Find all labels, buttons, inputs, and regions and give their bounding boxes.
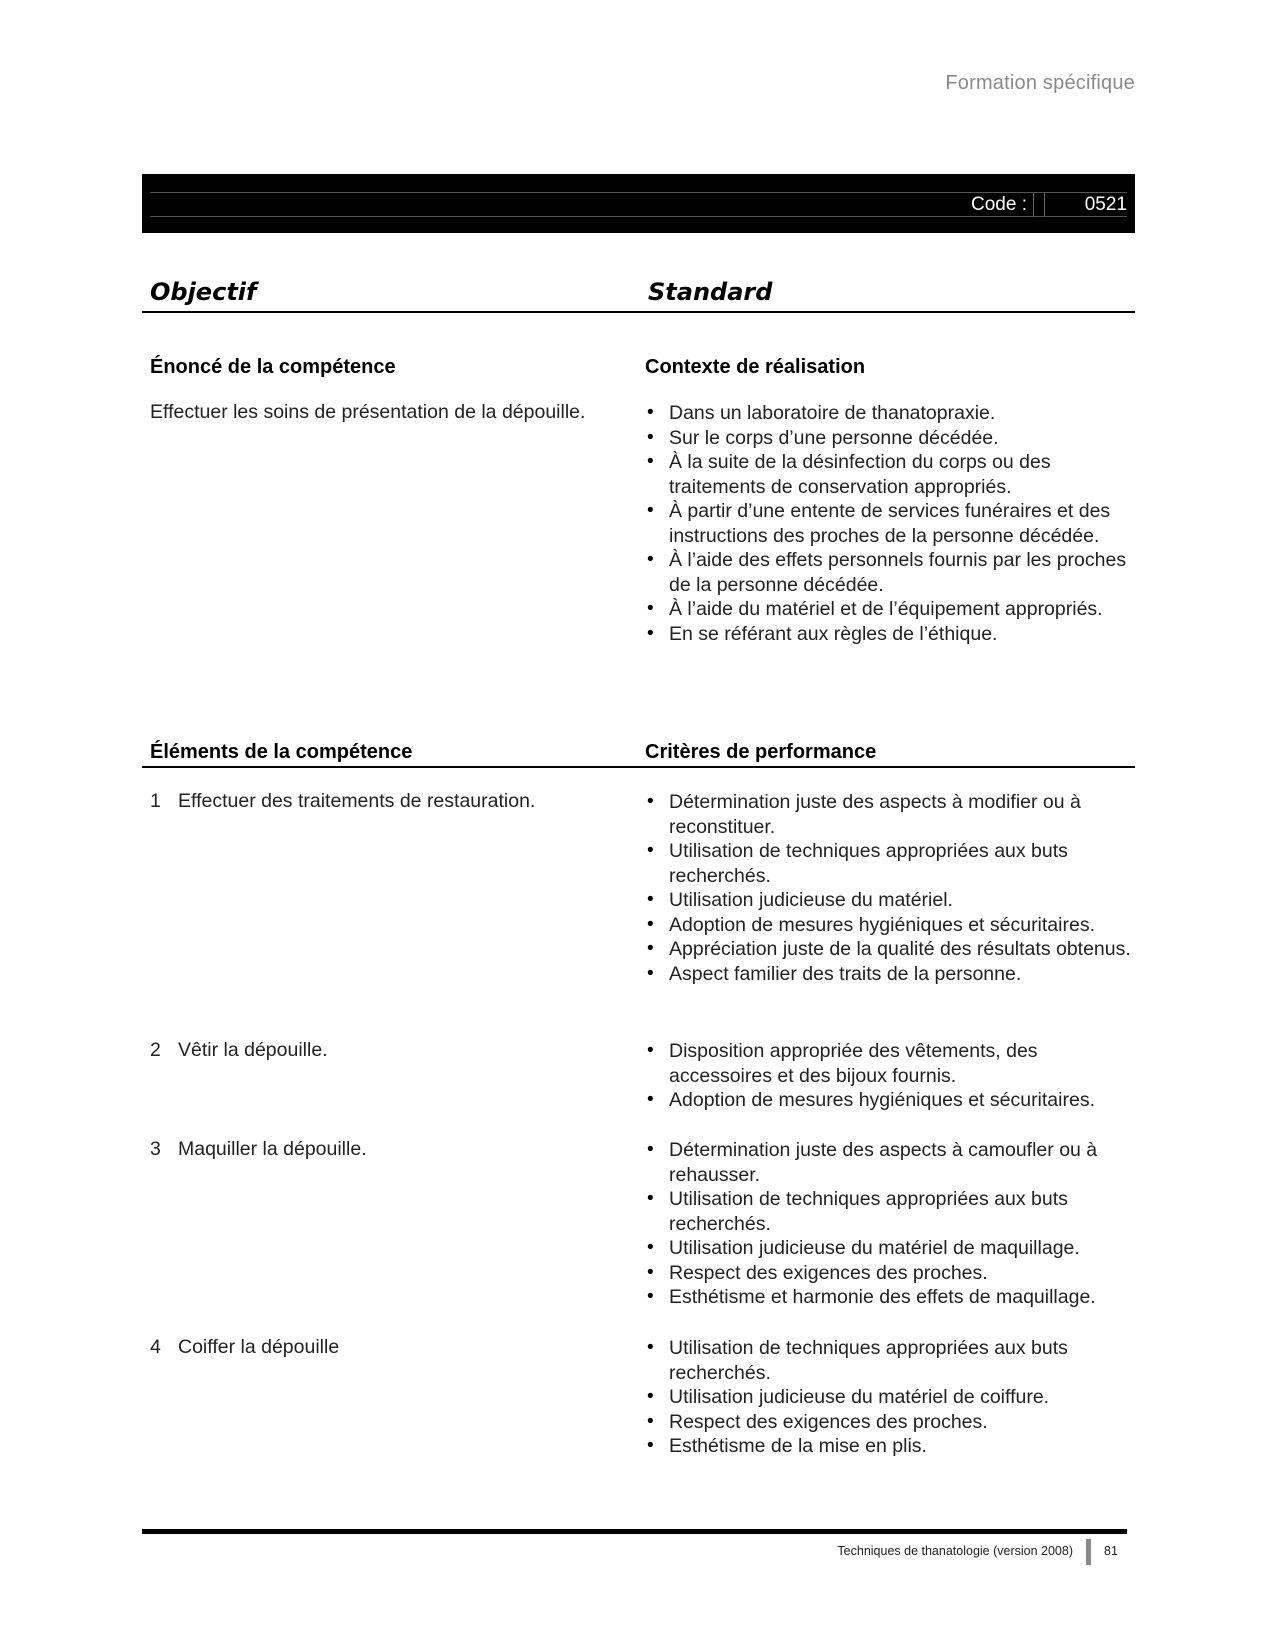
element-label: Vêtir la dépouille. (178, 1039, 328, 1061)
element-number: 1 (150, 790, 161, 812)
list-item: • Adoption de mesures hygiéniques et sécuritaires. (645, 913, 1145, 938)
element-4 (150, 1335, 339, 1360)
element-label: Coiffer la dépouille (178, 1336, 340, 1358)
running-head: Formation spécifique (945, 72, 1135, 94)
footer-divider (1086, 1539, 1091, 1565)
list-item: • Appréciation juste de la qualité des résultats obtenus. (645, 937, 1145, 962)
list-item: • À partir d’une entente de services funéraires et des instructions des proches de la personne décédée. (645, 499, 1145, 548)
element-label: Effectuer des traitements de restauration. (178, 790, 536, 812)
element-2 (150, 1038, 328, 1063)
list-item: • Esthétisme de la mise en plis. (645, 1434, 1145, 1459)
column-head-rule (142, 311, 1135, 313)
elements-rule (142, 766, 1135, 768)
list-item: • Utilisation de techniques appropriées aux buts recherchés. (645, 1187, 1145, 1236)
list-item: • Utilisation judicieuse du matériel. (645, 888, 1145, 913)
list-item: • Utilisation de techniques appropriées aux buts recherchés. (645, 1336, 1145, 1385)
list-item: • Utilisation de techniques appropriées aux buts recherchés. (645, 839, 1145, 888)
code-bar (142, 174, 1135, 233)
list-item: • Sur le corps d’une personne décédée. (645, 426, 1145, 451)
footer-doc-title: Techniques de thanatologie (version 2008) (837, 1544, 1073, 1558)
elements-title: Éléments de la compétence (150, 741, 413, 763)
list-item: • Dans un laboratoire de thanatopraxie. (645, 401, 1145, 426)
list-item: • Respect des exigences des proches. (645, 1410, 1145, 1435)
list-item: • Détermination juste des aspects à camoufler ou à rehausser. (645, 1138, 1145, 1187)
list-item: • Respect des exigences des proches. (645, 1261, 1145, 1286)
list-item: • À l’aide des effets personnels fournis par les proches de la personne décédée. (645, 548, 1145, 597)
criteria-list-1 (645, 790, 1145, 986)
contexte-list (645, 401, 1145, 646)
column-head-objectif: Objectif (150, 278, 257, 306)
element-3 (150, 1137, 367, 1162)
list-item: • Aspect familier des traits de la personne. (645, 962, 1145, 987)
enonce-text: Effectuer les soins de présentation de la dépouille. (150, 401, 586, 423)
list-item: • Détermination juste des aspects à modifier ou à reconstituer. (645, 790, 1145, 839)
element-label: Maquiller la dépouille. (178, 1138, 367, 1160)
criteria-list-2 (645, 1039, 1145, 1113)
code-label: Code : (965, 193, 1034, 217)
element-number: 4 (150, 1336, 161, 1358)
list-item: • Utilisation judicieuse du matériel de maquillage. (645, 1236, 1145, 1261)
element-1 (150, 789, 535, 814)
criteria-list-4 (645, 1336, 1145, 1459)
criteria-list-3 (645, 1138, 1145, 1310)
list-item: • Adoption de mesures hygiéniques et sécuritaires. (645, 1088, 1145, 1113)
list-item: • Disposition appropriée des vêtements, des accessoires et des bijoux fournis. (645, 1039, 1145, 1088)
element-number: 3 (150, 1138, 161, 1160)
contexte-title: Contexte de réalisation (645, 356, 866, 378)
page-number: 81 (1104, 1544, 1118, 1558)
list-item: • Esthétisme et harmonie des effets de maquillage. (645, 1285, 1145, 1310)
enonce-title: Énoncé de la compétence (150, 356, 396, 378)
list-item: • À la suite de la désinfection du corps ou des traitements de conservation appropriés. (645, 450, 1145, 499)
list-item: • À l’aide du matériel et de l’équipement appropriés. (645, 597, 1145, 622)
criteres-title: Critères de performance (645, 741, 877, 763)
column-head-standard: Standard (648, 278, 773, 306)
footer-rule (142, 1529, 1127, 1534)
code-value: 0521 (1044, 193, 1127, 217)
list-item: • Utilisation judicieuse du matériel de coiffure. (645, 1385, 1145, 1410)
element-number: 2 (150, 1039, 161, 1061)
list-item: • En se référant aux règles de l’éthique. (645, 622, 1145, 647)
